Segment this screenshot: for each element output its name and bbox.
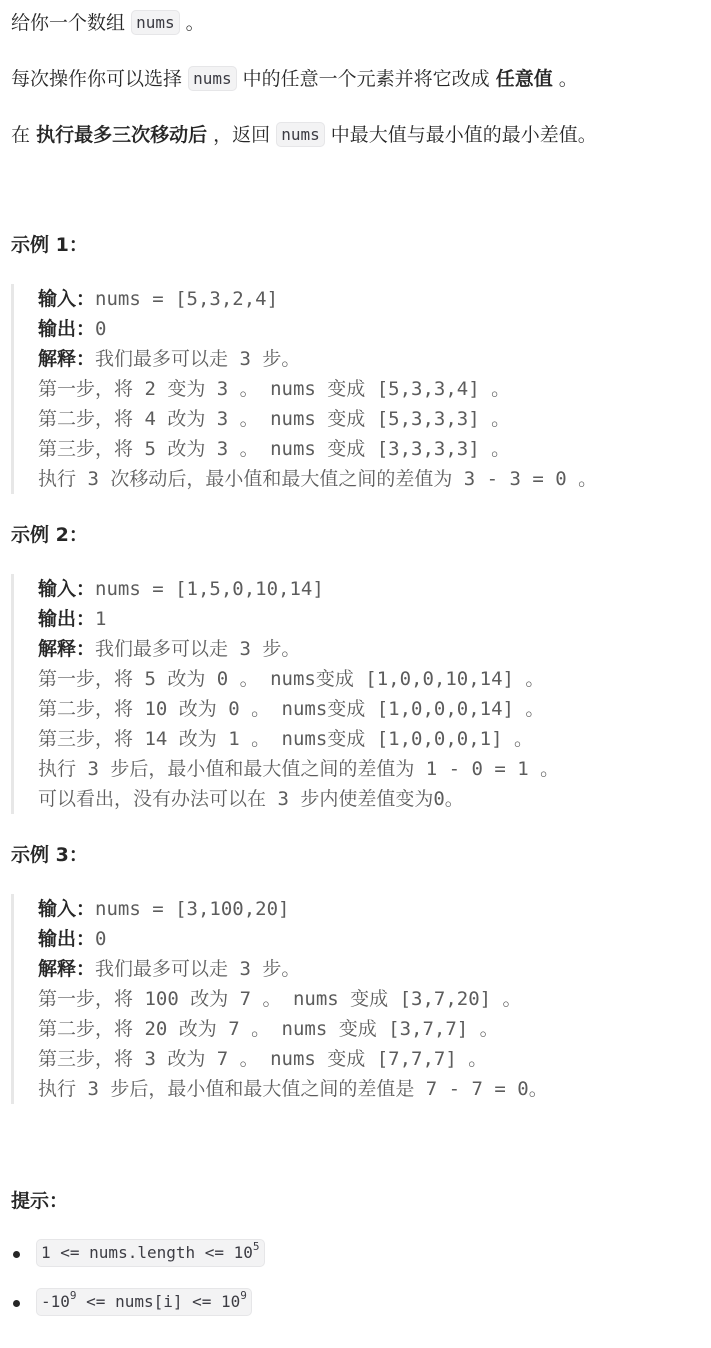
intro-text: 在	[11, 124, 31, 146]
exponent: 5	[252, 1240, 260, 1253]
inline-code: nums	[131, 10, 180, 35]
constraint-item	[11, 1236, 411, 1270]
explain-line: 第三步，将 3 改为 7 。 nums 变成 [7,7,7] 。	[38, 1048, 488, 1070]
input-value: nums = [5,3,2,4]	[95, 288, 279, 310]
emphasis-text: 执行最多三次移动后	[36, 124, 208, 146]
example-2-title: 示例 2：	[11, 524, 88, 546]
constraint-text: -10	[41, 1292, 70, 1311]
example-explanation	[38, 634, 691, 664]
constraints-title: 提示：	[11, 1190, 69, 1212]
explain-line: 执行 3 步后，最小值和最大值之间的差值是 7 - 7 = 0。	[38, 1078, 548, 1100]
explain-label: 解释：	[38, 348, 96, 370]
constraint-text: 1 <= nums.length <= 10	[41, 1243, 253, 1262]
example-3-title: 示例 3：	[11, 844, 88, 866]
intro-line-2	[11, 62, 578, 96]
explain-text: 我们最多可以走 3 步。	[95, 638, 301, 660]
intro-text: 中最大值与最小值的最小差值。	[330, 124, 597, 146]
input-label: 输入：	[38, 898, 96, 920]
example-3-block	[11, 894, 691, 1104]
bullet-icon	[13, 1251, 20, 1258]
example-1-title: 示例 1：	[11, 234, 88, 256]
output-label: 输出：	[38, 928, 96, 950]
output-value: 1	[95, 608, 107, 630]
explain-label: 解释：	[38, 638, 96, 660]
example-explanation	[38, 954, 691, 984]
explain-line: 第一步，将 5 改为 0 。 nums变成 [1,0,0,10,14] 。	[38, 668, 545, 690]
inline-code: nums	[188, 66, 237, 91]
explain-line: 可以看出，没有办法可以在 3 步内使差值变为0。	[38, 788, 464, 810]
input-value: nums = [3,100,20]	[95, 898, 290, 920]
input-label: 输入：	[38, 578, 96, 600]
example-input	[38, 574, 691, 604]
example-explanation	[38, 344, 691, 374]
constraint-item	[11, 1285, 411, 1319]
intro-text: 。	[185, 12, 205, 34]
output-label: 输出：	[38, 318, 96, 340]
intro-text: 中的任意一个元素并将它改成	[242, 68, 490, 90]
example-input	[38, 284, 691, 314]
output-value: 0	[95, 928, 107, 950]
bullet-icon	[13, 1300, 20, 1307]
exponent: 9	[69, 1289, 77, 1302]
exponent: 9	[240, 1289, 247, 1302]
explain-line: 第二步，将 20 改为 7 。 nums 变成 [3,7,7] 。	[38, 1018, 499, 1040]
constraint-code	[36, 1288, 252, 1316]
constraint-code	[36, 1239, 265, 1267]
explain-line: 第一步，将 2 变为 3 。 nums 变成 [5,3,3,4] 。	[38, 378, 511, 400]
explain-line: 第二步，将 4 改为 3 。 nums 变成 [5,3,3,3] 。	[38, 408, 511, 430]
constraint-text: <= nums[i] <= 10	[76, 1292, 241, 1311]
explain-line: 第三步，将 5 改为 3 。 nums 变成 [3,3,3,3] 。	[38, 438, 511, 460]
inline-code: nums	[276, 122, 325, 147]
explain-label: 解释：	[38, 958, 96, 980]
example-2-block	[11, 574, 691, 814]
example-output	[38, 604, 691, 634]
output-label: 输出：	[38, 608, 96, 630]
example-output	[38, 314, 691, 344]
example-1-block	[11, 284, 691, 494]
explain-line: 第一步，将 100 改为 7 。 nums 变成 [3,7,20] 。	[38, 988, 522, 1010]
intro-text: 给你一个数组	[11, 12, 126, 34]
explain-text: 我们最多可以走 3 步。	[95, 958, 301, 980]
output-value: 0	[95, 318, 107, 340]
example-input	[38, 894, 691, 924]
input-label: 输入：	[38, 288, 96, 310]
intro-line-3	[11, 118, 597, 152]
input-value: nums = [1,5,0,10,14]	[95, 578, 324, 600]
intro-line-1	[11, 6, 205, 40]
intro-text: ，返回	[213, 124, 271, 146]
intro-text: 每次操作你可以选择	[11, 68, 183, 90]
example-output	[38, 924, 691, 954]
intro-text: 。	[558, 68, 578, 90]
emphasis-text: 任意值	[495, 68, 553, 90]
explain-text: 我们最多可以走 3 步。	[95, 348, 301, 370]
explain-line: 执行 3 次移动后，最小值和最大值之间的差值为 3 - 3 = 0 。	[38, 468, 598, 490]
explain-line: 执行 3 步后，最小值和最大值之间的差值为 1 - 0 = 1 。	[38, 758, 560, 780]
explain-line: 第三步，将 14 改为 1 。 nums变成 [1,0,0,0,1] 。	[38, 728, 533, 750]
explain-line: 第二步，将 10 改为 0 。 nums变成 [1,0,0,0,14] 。	[38, 698, 545, 720]
